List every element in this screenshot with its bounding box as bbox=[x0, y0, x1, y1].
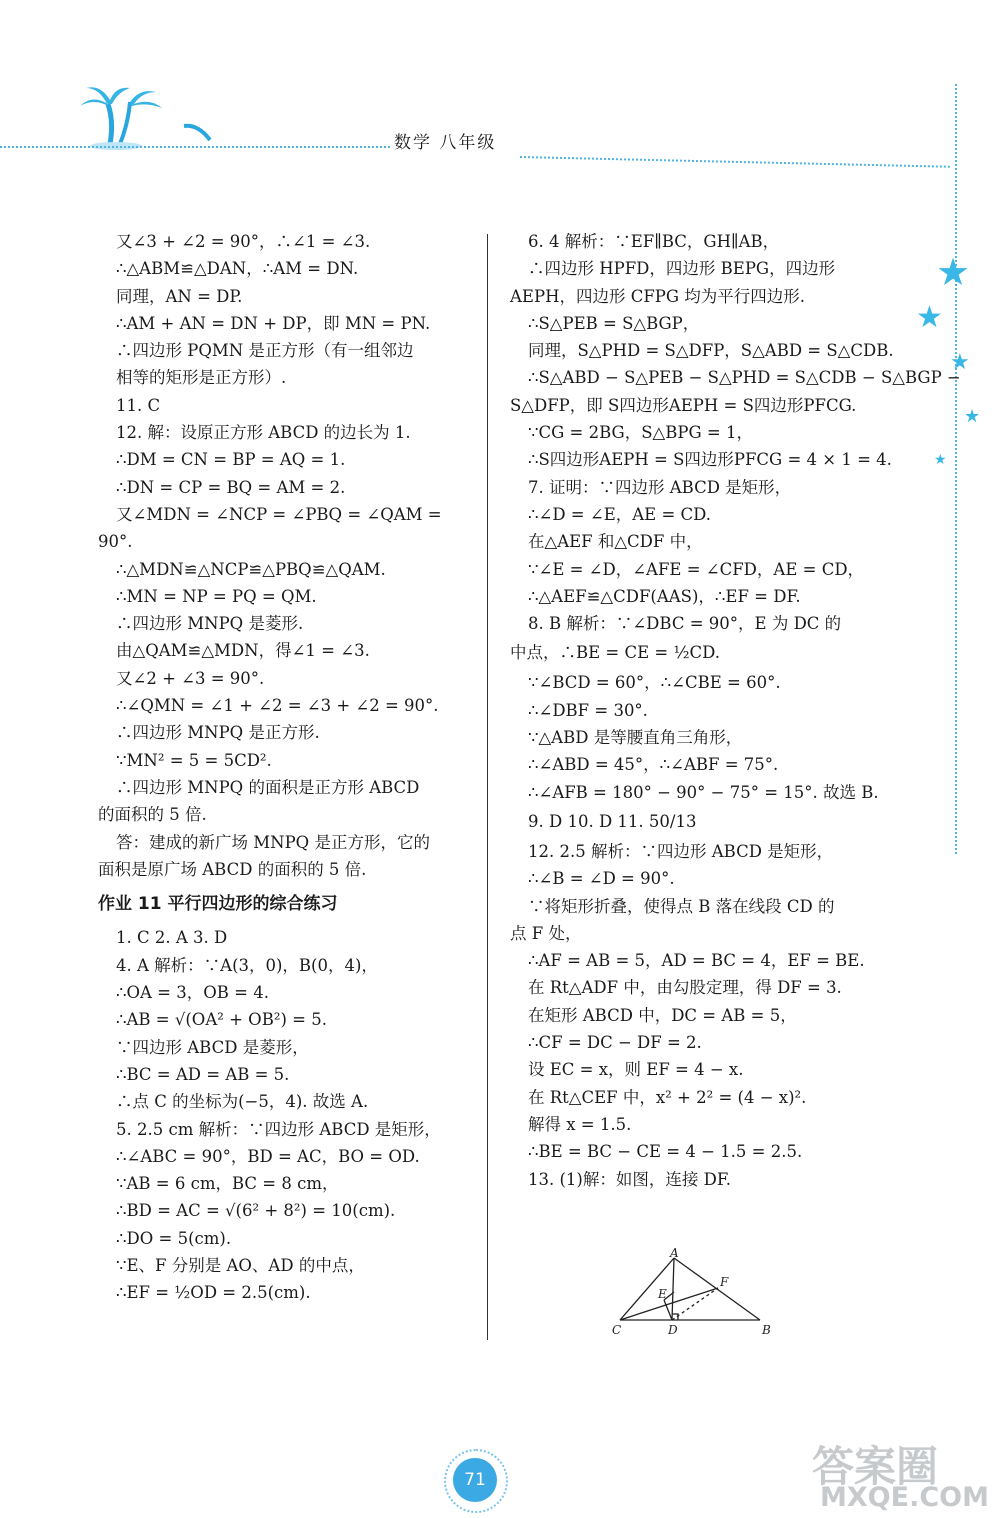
text-line: 13. (1)解：如图，连接 DF. bbox=[528, 1169, 731, 1189]
text-line: ∴CF = DC − DF = 2. bbox=[528, 1033, 702, 1053]
text-line: ∴MN = NP = PQ = QM. bbox=[116, 586, 317, 606]
segment-df bbox=[672, 1288, 718, 1320]
text-line: 又∠MDN = ∠NCP = ∠PBQ = ∠QAM = bbox=[116, 504, 442, 524]
text-line: ∴BC = AD = AB = 5. bbox=[116, 1064, 290, 1084]
text-line: ∴S△PEB = S△BGP， bbox=[528, 313, 700, 333]
text-line: ∵MN² = 5 = 5CD². bbox=[116, 750, 272, 770]
label-a: A bbox=[670, 1248, 679, 1260]
text-line: ∴S△ABD − S△PEB − S△PHD = S△CDB − S△BGP − bbox=[528, 368, 961, 388]
text-line: ∴∠ABD = 45°，∴∠ABF = 75°. bbox=[528, 755, 779, 775]
text-line: ∴四边形 MNPQ 的面积是正方形 ABCD bbox=[116, 777, 420, 797]
text-line: 又∠2 + ∠3 = 90°. bbox=[116, 668, 265, 688]
text-line: 12. 解：设原正方形 ABCD 的边长为 1. bbox=[116, 423, 411, 443]
header-title: 数学 八年级 bbox=[394, 133, 497, 153]
text-line: 答：建成的新广场 MNPQ 是正方形，它的 bbox=[116, 832, 430, 852]
text-line: 同理，S△PHD = S△DFP，S△ABD = S△CDB. bbox=[528, 341, 894, 361]
text-line: ∴S四边形AEPH = S四边形PFCG = 4 × 1 = 4. bbox=[528, 450, 892, 470]
text-line: ∵△ABD 是等腰直角三角形， bbox=[528, 728, 743, 748]
text-line: ∴EF = ½OD = 2.5(cm). bbox=[116, 1283, 311, 1303]
watermark-url: MXQE.COM bbox=[820, 1482, 989, 1513]
text-line: ∴AM + AN = DN + DP，即 MN = PN. bbox=[116, 313, 431, 333]
text-line: 5. 2.5 cm 解析：∵四边形 ABCD 是矩形， bbox=[116, 1119, 441, 1139]
text-line: ∴BD = AC = √(6² + 8²) = 10(cm). bbox=[116, 1201, 396, 1221]
text-line: ∴AF = AB = 5，AD = BC = 4，EF = BE. bbox=[528, 951, 865, 971]
text-line: ∴四边形 MNPQ 是菱形. bbox=[116, 614, 304, 634]
text-line: ∴四边形 PQMN 是正方形（有一组邻边 bbox=[116, 341, 414, 361]
text-line: ∴DO = 5(cm). bbox=[116, 1228, 232, 1248]
label-c: C bbox=[612, 1323, 622, 1337]
text-line: ∴四边形 HPFD，四边形 BEPG，四边形 bbox=[528, 259, 836, 279]
text-line: ∴AB = √(OA² + OB²) = 5. bbox=[116, 1010, 327, 1030]
text-line: 1. C 2. A 3. D bbox=[116, 928, 228, 948]
text-line: 相等的矩形是正方形）. bbox=[116, 368, 287, 388]
text-line: ∵将矩形折叠，使得点 B 落在线段 CD 的 bbox=[528, 896, 835, 916]
header-dotted-line bbox=[0, 146, 390, 148]
geometry-figure bbox=[608, 1248, 778, 1340]
text-line: 点 F 处， bbox=[510, 923, 582, 943]
text-line: 4. A 解析：∵A(3，0)，B(0，4)， bbox=[116, 955, 378, 975]
column-divider bbox=[487, 234, 488, 1340]
text-line: ∵四边形 ABCD 是菱形， bbox=[116, 1037, 309, 1057]
text-line: 由△QAM≌△MDN，得∠1 = ∠3. bbox=[116, 641, 370, 661]
text-line: 在 Rt△CEF 中，x² + 2² = (4 − x)². bbox=[528, 1087, 807, 1107]
left-column bbox=[98, 228, 476, 1307]
right-margin-dotted-line bbox=[955, 84, 957, 854]
text-line: 6. 4 解析：∵EF∥BC，GH∥AB， bbox=[528, 232, 780, 251]
text-line: 同理，AN = DP. bbox=[116, 286, 243, 306]
star-icon: ★ bbox=[964, 406, 981, 427]
text-line: 的面积的 5 倍. bbox=[98, 805, 207, 825]
text-line: ∴∠DBF = 30°. bbox=[528, 700, 648, 720]
text-line: S△DFP，即 S四边形AEPH = S四边形PFCG. bbox=[510, 395, 857, 415]
label-e: E bbox=[658, 1287, 667, 1301]
text-line: ∴DN = CP = BQ = AM = 2. bbox=[116, 477, 346, 497]
bird-icon bbox=[182, 122, 216, 144]
text-line: 解得 x = 1.5. bbox=[528, 1114, 632, 1134]
text-line: 设 EC = x，则 EF = 4 − x. bbox=[528, 1060, 744, 1080]
star-icon: ★ bbox=[950, 350, 970, 375]
text-line: ∴四边形 MNPQ 是正方形. bbox=[116, 723, 320, 743]
text-line: 8. B 解析：∵∠DBC = 90°，E 为 DC 的 bbox=[528, 614, 842, 634]
page-number: 71 bbox=[453, 1458, 497, 1502]
star-icon: ★ bbox=[916, 300, 943, 335]
segment-ad bbox=[672, 1258, 674, 1320]
text-line: ∵E、F 分别是 AO、AD 的中点， bbox=[116, 1255, 365, 1275]
text-line: ∵∠BCD = 60°，∴∠CBE = 60°. bbox=[528, 673, 781, 693]
text-line: 在矩形 ABCD 中，DC = AB = 5， bbox=[528, 1005, 797, 1025]
watermark-logo: 答案圈 bbox=[812, 1442, 939, 1491]
text-line: ∴∠QMN = ∠1 + ∠2 = ∠3 + ∠2 = 90°. bbox=[116, 696, 439, 716]
text-line: ∴∠ABC = 90°，BD = AC，BO = OD. bbox=[116, 1146, 420, 1166]
text-line: ∴∠AFB = 180° − 90° − 75° = 15°. 故选 B. bbox=[528, 782, 879, 802]
text-line: ∴DM = CN = BP = AQ = 1. bbox=[116, 450, 346, 470]
text-line: 在△AEF 和△CDF 中， bbox=[528, 532, 703, 552]
text-line: 中点，∴BE = CE = ½CD. bbox=[510, 643, 720, 663]
label-f: F bbox=[720, 1275, 729, 1289]
text-line: 在 Rt△ADF 中，由勾股定理，得 DF = 3. bbox=[528, 978, 842, 998]
text-line: 7. 证明：∵四边形 ABCD 是矩形， bbox=[528, 477, 792, 497]
section-heading: 作业 11 平行四边形的综合练习 bbox=[98, 894, 338, 915]
star-icon: ★ bbox=[934, 452, 947, 468]
text-line: 90°. bbox=[98, 532, 133, 552]
right-column bbox=[510, 228, 961, 1193]
text-line: ∵∠E = ∠D，∠AFE = ∠CFD，AE = CD， bbox=[528, 559, 865, 579]
text-line: 12. 2.5 解析：∵四边形 ABCD 是矩形， bbox=[528, 841, 834, 861]
text-line: ∴△MDN≌△NCP≌△PBQ≌△QAM. bbox=[116, 559, 386, 579]
text-line: 9. D 10. D 11. 50/13 bbox=[528, 811, 697, 831]
text-line: ∴△ABM≌△DAN，∴AM = DN. bbox=[116, 259, 359, 279]
text-line: 面积是原广场 ABCD 的面积的 5 倍. bbox=[98, 859, 367, 879]
text-line: ∴点 C 的坐标为(−5，4). 故选 A. bbox=[116, 1092, 369, 1112]
text-line: ∴∠D = ∠E，AE = CD. bbox=[528, 504, 712, 524]
label-b: B bbox=[762, 1323, 771, 1337]
text-line: ∴OA = 3，OB = 4. bbox=[116, 983, 269, 1003]
text-line: AEPH，四边形 CFPG 均为平行四边形. bbox=[510, 286, 806, 306]
text-line: ∴BE = BC − CE = 4 − 1.5 = 2.5. bbox=[528, 1142, 803, 1162]
text-line: 11. C bbox=[116, 395, 161, 415]
star-icon: ★ bbox=[936, 250, 971, 294]
header-dotted-line-right bbox=[520, 156, 950, 168]
text-line: ∵CG = 2BG，S△BPG = 1， bbox=[528, 423, 753, 443]
text-line: ∴∠B = ∠D = 90°. bbox=[528, 869, 675, 889]
text-line: ∴△AEF≌△CDF(AAS)，∴EF = DF. bbox=[528, 586, 801, 606]
palm-tree-icon bbox=[70, 82, 180, 152]
text-line: 又∠3 + ∠2 = 90°，∴∠1 = ∠3. bbox=[116, 232, 371, 251]
text-line: ∵AB = 6 cm，BC = 8 cm， bbox=[116, 1174, 339, 1194]
label-d: D bbox=[668, 1323, 678, 1337]
